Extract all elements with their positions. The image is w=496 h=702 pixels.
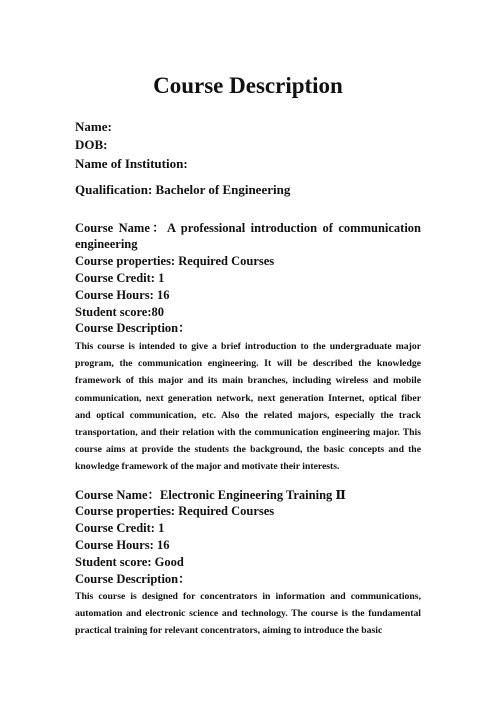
course-1-description: This course is intended to give a brief introduction to the undergraduate major program, the communication engineering. It will be described the knowledge framework of this major and its main branches, including wireless and mobile communication, next generation network, next generation Internet, optical fiber and optical communication, etc. Also the related majors, especially the track transportation, and their relation with the communication engineering major. This course aims at provide the students the background, the basic concepts and the knowledge framework of the major and motivate their interests. bbox=[75, 341, 421, 473]
course-2-hours: Course Hours: 16 bbox=[75, 538, 170, 552]
course-1-properties: Course properties: Required Courses bbox=[75, 254, 275, 268]
course-1-name-continued: engineering bbox=[75, 237, 138, 251]
course-2-credit: Course Credit: 1 bbox=[75, 521, 165, 535]
course-2-properties: Course properties: Required Courses bbox=[75, 504, 275, 518]
dob-label: DOB: bbox=[75, 137, 108, 152]
course-1-description-label: Course Description： bbox=[75, 321, 191, 335]
course-2-description: This course is designed for concentrators in information and communications, automation and electronic science and technology. The course is the fundamental practical training for relevant concentrators, aiming to introduce the basic bbox=[75, 591, 421, 637]
document-title: Course Description bbox=[153, 73, 343, 98]
name-label: Name: bbox=[75, 119, 112, 134]
qualification: Qualification: Bachelor of Engineering bbox=[75, 182, 291, 197]
course-1-hours: Course Hours: 16 bbox=[75, 288, 170, 302]
course-2-description-label: Course Description： bbox=[75, 572, 191, 586]
course-2-name: Course Name：Electronic Engineering Training Ⅱ bbox=[75, 488, 346, 502]
course-1-name: Course Name：A professional introduction of communication bbox=[75, 221, 421, 235]
institution-label: Name of Institution: bbox=[75, 156, 188, 171]
course-2-score: Student score: Good bbox=[75, 555, 184, 569]
course-1-score: Student score:80 bbox=[75, 305, 165, 319]
course-1-credit: Course Credit: 1 bbox=[75, 271, 165, 285]
